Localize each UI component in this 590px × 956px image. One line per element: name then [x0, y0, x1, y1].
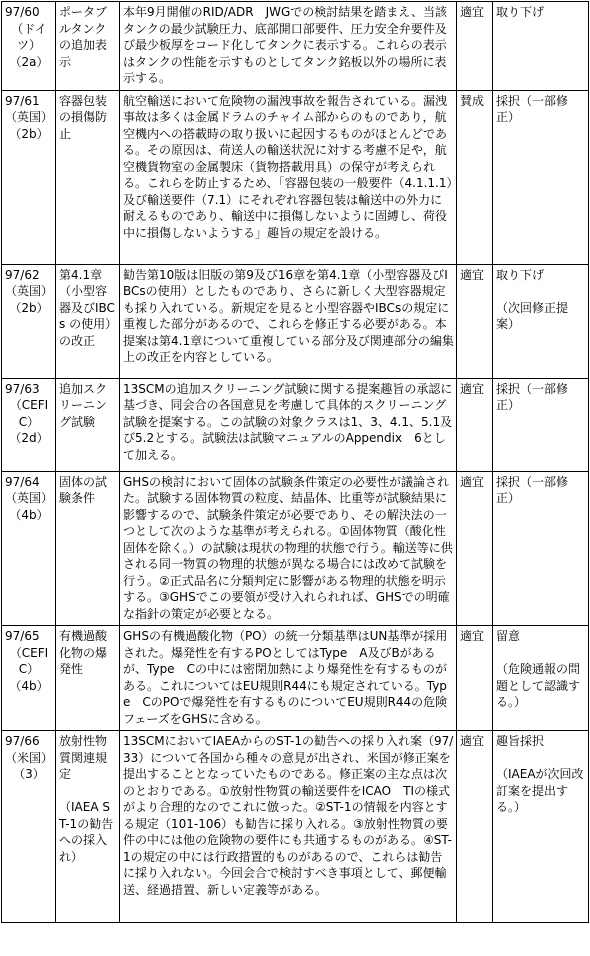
doc-number: 97/65	[5, 629, 40, 643]
table-row	[2, 471, 589, 626]
doc-id-cell	[2, 90, 56, 264]
doc-origin: （米国） （3）	[5, 750, 54, 781]
doc-origin: （ドイツ） （2a）	[9, 21, 49, 69]
subject-cell: ポータブルタンクの追加表示	[56, 2, 120, 91]
summary-cell: 本年9月開催のRID/ADR JWGでの検討結果を踏まえ、当該タンクの最少試験圧力、底部開口部要件、圧力安全弁要件及び最少板厚をコード化してタンクに表示する。これらの表示はタンクの性能を示すものとしてタンク銘板以外の場所に表示する。	[120, 2, 457, 91]
subject-cell: 放射性物質関連規定 （IAEA ST-1の勧告への採入れ）	[56, 731, 120, 923]
summary-cell: 13SCMにおいてIAEAからのST-1の勧告への採り入れ案（97/33）について各国から種々の意見が出され、米国が修正案を提出することとなっていたものである。修正案の主な点は次のとおりである。①放射性物質の輸送要件をICAO TIの様式がより合理的なのでこれに倣った。②ST-1の情報を内容とする規定（101-106）も勧告に採り入れる。③放射性物質の要件の中には他の危険物の要件にも共通するものがある。④ST-1の規定の中には行政措置的ものがあるので、これらは勧告に採り入れない。今回会合で検討すべき事項として、郵便輸送、経過措置、新しい定義等がある。	[120, 731, 457, 923]
table-row	[2, 626, 589, 731]
doc-origin: （英国） （2b）	[5, 110, 54, 141]
opinion-cell: 適宜	[457, 2, 493, 91]
result-cell: 留意 （危険通報の問題として認識する。）	[493, 626, 589, 731]
result-cell: 趣旨採択 （IAEAが次回改訂案を提出する。）	[493, 731, 589, 923]
table-row	[2, 264, 589, 378]
result-cell: 採択（一部修正）	[493, 471, 589, 626]
opinion-cell: 賛成	[457, 90, 493, 264]
subject-cell: 有機過酸化物の爆発性	[56, 626, 120, 731]
opinion-cell: 適宜	[457, 471, 493, 626]
result-cell: 取り下げ	[493, 2, 589, 91]
doc-id-cell	[2, 731, 56, 923]
table-row	[2, 90, 589, 264]
table-row	[2, 378, 589, 471]
doc-origin: （英国） （4b）	[5, 491, 54, 522]
doc-number: 97/64	[5, 474, 40, 489]
doc-number: 97/66	[5, 734, 40, 748]
summary-cell: 勧告第10版は旧版の第9及び16章を第4.1章（小型容器及びIBCsの使用）としたものであり、さらに新しく大型容器規定も採り入れている。新規定を見ると小型容器やIBCsの規定に重複した部分があるので、これらを修正する必要がある。本提案は第4.1章について重複している部分及び関連部分の編集上の改正を内容としている。	[120, 264, 457, 378]
doc-number: 97/60	[5, 5, 40, 19]
doc-number: 97/61	[5, 93, 40, 108]
doc-id-cell	[2, 471, 56, 626]
doc-id-cell	[2, 264, 56, 378]
subject-cell: 追加スクリーニング試験	[56, 378, 120, 471]
table-row	[2, 2, 589, 91]
doc-origin: （CEFIC） （2d）	[9, 398, 49, 445]
doc-id-cell	[2, 626, 56, 731]
doc-id-cell	[2, 378, 56, 471]
proposal-table	[1, 1, 589, 923]
doc-id-cell	[2, 2, 56, 91]
opinion-cell: 適宜	[457, 378, 493, 471]
opinion-cell: 適宜	[457, 264, 493, 378]
result-cell: 取り下げ （次回修正提案）	[493, 264, 589, 378]
doc-origin: （CEFIC） （4b）	[9, 645, 49, 693]
doc-origin: （英国） （2b）	[5, 284, 54, 315]
summary-cell: 13SCMの追加スクリーニング試験に関する提案趣旨の承認に基づき、同会合の各国意見を考慮して具体的スクリーニング試験を提案する。この試験の対象クラスは1、3、4.1、5.1及び5.2とする。試験法は試験マニュアルのAppendix 6として加える。	[120, 378, 457, 471]
opinion-cell: 適宜	[457, 626, 493, 731]
summary-cell: GHSの検討において固体の試験条件策定の必要性が議論された。試験する固体物質の粒度、結晶体、比重等が試験結果に影響するので、試験条件策定が必要であり、その解決法の一つとして次のような基準が考えられる。①固体物質（酸化性固体を除く。）の試験は現状の物理的状態で行う。輸送等に供される同一物質の物理的状態が異なる場合には改めて試験を行う。②正式品名に分類判定に影響がある物理的状態を明示する。③GHSでこの要領が受け入れられれば、GHSでの明確な指針の策定が必要となる。	[120, 471, 457, 626]
subject-cell: 第4.1章（小型容器及びIBCs の使用）の改正	[56, 264, 120, 378]
table-row	[2, 731, 589, 923]
opinion-cell: 適宜	[457, 731, 493, 923]
summary-cell: 航空輸送において危険物の漏洩事故を報告されている。漏洩事故は多くは金属ドラムのチャイム部からのものであり，航空機内への搭載時の取り扱いに起因するものがほとんどである。その原因は、荷送人の輸送状況に対する考慮不足や，航空機貨物室の金属製床（貨物搭載用具）の保守が考えられる。これらを防止するため、「容器包装の一般要件（4.1.1.1）及び輸送要件（7.1）にそれぞれ容器包装は輸送中の外力に耐えるものであり、輸送中に損傷しないように固縛し、荷役中に損傷しないようする」趣旨の規定を設ける。	[120, 90, 457, 264]
result-cell: 採択（一部修正）	[493, 90, 589, 264]
doc-number: 97/63	[5, 381, 40, 396]
summary-cell: GHSの有機過酸化物（PO）の統一分類基準はUN基準が採用された。爆発性を有するPOとしてはType A及びBがあるが、Type Cの中には密閉加熱により爆発性を有するものがある。これについてはEU規則R44にも規定されている。Type CのPOで爆発性を有するものについてEU規則R44の危険フェーズをGHSに含める。	[120, 626, 457, 731]
result-cell: 採択（一部修正）	[493, 378, 589, 471]
doc-number: 97/62	[5, 267, 40, 282]
subject-cell: 固体の試験条件	[56, 471, 120, 626]
subject-cell: 容器包装の損傷防止	[56, 90, 120, 264]
